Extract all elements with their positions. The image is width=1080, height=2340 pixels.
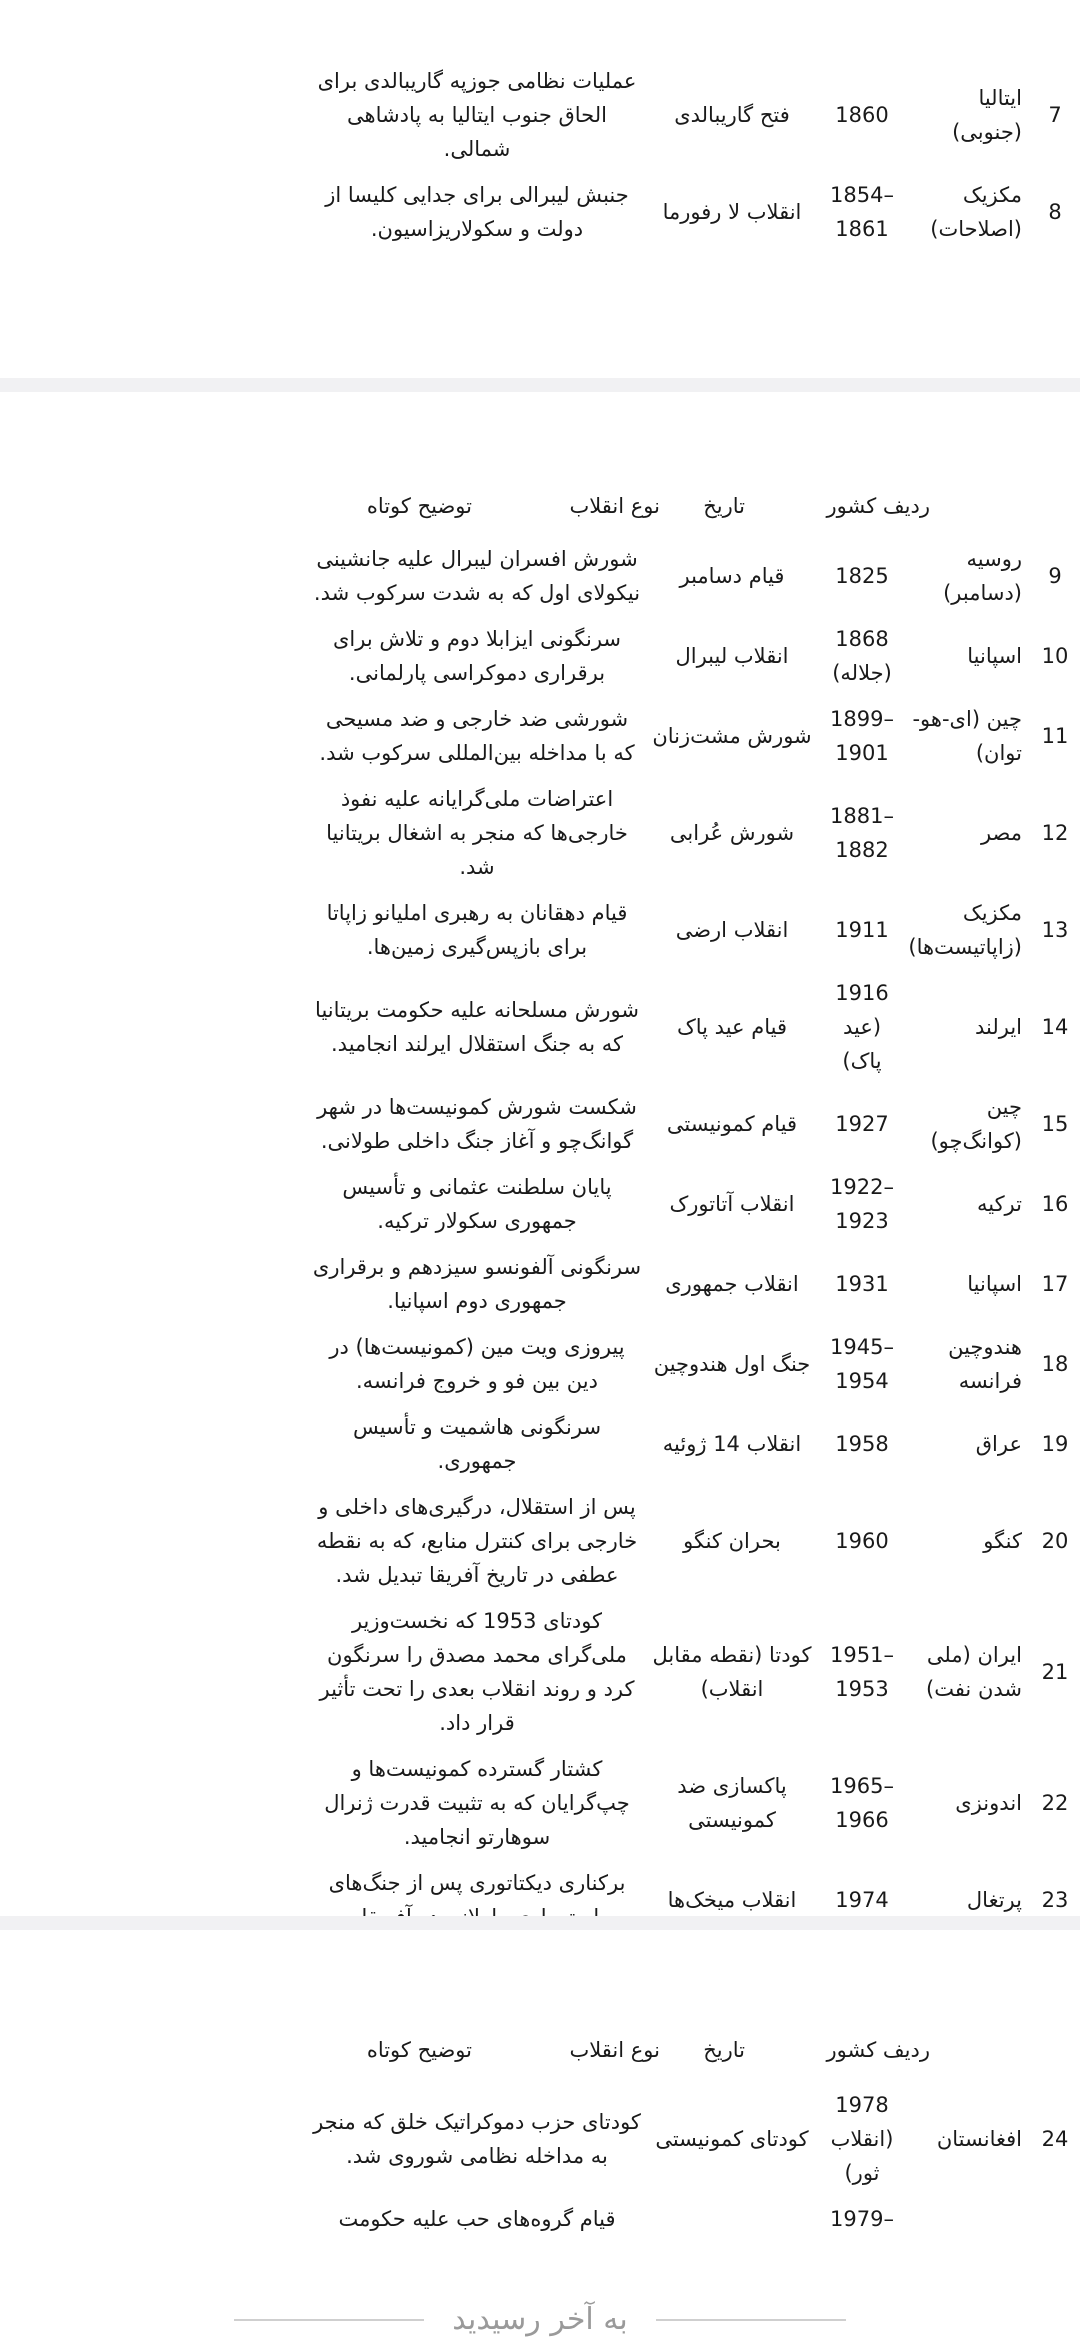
row-country: کنگو [983, 1529, 1022, 1553]
row-date: 1868 (جلاله) [832, 627, 892, 685]
row-description: کشتار گسترده کمونیست‌ها و چپ‌گرایان که به تثبیت قدرت ژنرال سوهارتو انجامید. [324, 1757, 630, 1849]
row-index: 12 [1041, 821, 1069, 845]
row-index: 8 [1048, 200, 1062, 224]
row-description: برکناری دیکتاتوری پس از جنگ‌های [328, 1871, 626, 1895]
row-date: –1965 1966 [830, 1774, 894, 1832]
row-description: شکست شورش کمونیست‌ها در شهر گوانگ‌چو و آغاز جنگ داخلی طولانی. [317, 1095, 637, 1153]
row-country: روسیه (دسامبر) [943, 547, 1022, 605]
table-row [312, 776, 1080, 890]
row-type [642, 2196, 822, 2242]
table-card-2 [0, 392, 1080, 1912]
row-index: 16 [1041, 1192, 1069, 1216]
row-type: انقلاب لیبرال [675, 644, 789, 668]
row-index: 10 [1041, 644, 1069, 668]
row-date: –1881 1882 [830, 804, 894, 862]
row-description: پس از استقلال، درگیری‌های داخلی و خارجی برای کنترل منابع، که به نقطه عطفی در تاریخ آفریقا تبدیل شد. [316, 1495, 638, 1587]
table-row [312, 1084, 1080, 1164]
row-date: 1974 [835, 1888, 889, 1912]
row-date: 1960 [835, 1529, 889, 1553]
row-description: قیام گروه‌های حب علیه حکومت [338, 2207, 616, 2231]
divider-line [656, 2319, 846, 2321]
row-country: مصر [980, 821, 1022, 845]
row-description: جنبش لیبرالی برای جدایی کلیسا از دولت و سکولاریزاسیون. [325, 183, 629, 241]
row-type: جنگ اول هندوچین [653, 1352, 811, 1376]
row-description: سرنگونی هاشمیت و تأسیس جمهوری. [352, 1415, 602, 1473]
row-date: –1899 1901 [830, 707, 894, 765]
row-description: شورش مسلحانه علیه حکومت بریتانیا که به جنگ استقلال ایرلند انجامید. [315, 998, 639, 1056]
row-description: شورش افسران لیبرال علیه جانشینی نیکولای اول که به شدت سرکوب شد. [313, 547, 641, 605]
row-description: شورشی ضد خارجی و ضد مسیحی که با مداخله بین‌المللی سرکوب شد. [319, 707, 635, 765]
row-index: 20 [1041, 1529, 1069, 1553]
row-country: افغانستان [936, 2127, 1022, 2151]
row-date: 1927 [835, 1112, 889, 1136]
row-index: 9 [1048, 564, 1062, 588]
row-type: پاکسازی ضد کمونیستی [677, 1774, 787, 1832]
row-description: سرنگونی آلفونسو سیزدهم و برقراری جمهوری دوم اسپانیا. [312, 1255, 642, 1313]
row-date: 1825 [835, 564, 889, 588]
row-type: انقلاب آتاتورک [669, 1192, 795, 1216]
row-description: کودتای 1953 که نخست‌وزیر ملی‌گرای محمد مصدق را سرنگون کرد و روند انقلاب بعدی را تحت تأثیر قرار داد. [319, 1609, 635, 1735]
table-card-3 [0, 1930, 1080, 2300]
row-country [902, 2196, 1030, 2242]
table-row [312, 1164, 1080, 1244]
row-country: هندوچین فرانسه [948, 1335, 1022, 1393]
row-date: 1911 [835, 918, 889, 942]
header-description: توضیح کوتاه [366, 494, 472, 518]
header-date: تاریخ [703, 494, 745, 518]
row-type: قیام دسامبر [679, 564, 785, 588]
row-country: ایران (ملی شدن نفت) [926, 1643, 1022, 1701]
row-type: بحران کنگو [683, 1529, 781, 1553]
row-date: 1860 [835, 103, 889, 127]
row-country: ایرلند [974, 1015, 1022, 1039]
row-date: 1978 (انقلاب ثور) [830, 2093, 894, 2185]
table-row [312, 1324, 1080, 1404]
row-country: اسپانیا [967, 1272, 1022, 1296]
table-row [312, 58, 1080, 172]
row-type: کودتا (نقطه مقابل انقلاب) [652, 1643, 812, 1701]
header-date: تاریخ [703, 2038, 745, 2062]
row-country: ترکیه [976, 1192, 1022, 1216]
row-description: کودتای حزب دموکراتیک خلق که منجر به مداخله نظامی شوروی شد. [313, 2110, 641, 2168]
row-type: قیام کمونیستی [666, 1112, 798, 1136]
row-type: کودتای کمونیستی [655, 2127, 809, 2151]
table-row [312, 1244, 1080, 1324]
header-row-country: ردیف کشور [826, 2038, 930, 2062]
row-country: مکزیک (زاپاتیست‌ها) [908, 901, 1022, 959]
table-row [312, 1404, 1080, 1484]
row-index: 15 [1041, 1112, 1069, 1136]
end-of-content-indicator [0, 2300, 1080, 2340]
table-row [312, 970, 1080, 1084]
table-row [312, 536, 1080, 616]
row-date: –1854 1861 [830, 183, 894, 241]
row-index: 24 [1041, 2127, 1069, 2151]
table-row [312, 1746, 1080, 1860]
row-index: 11 [1041, 724, 1069, 748]
row-index: 14 [1041, 1015, 1069, 1039]
row-description: اعتراضات ملی‌گرایانه علیه نفوذ خارجی‌ها که منجر به اشغال بریتانیا شد. [326, 787, 628, 879]
row-description: پایان سلطنت عثمانی و تأسیس جمهوری سکولار ترکیه. [342, 1175, 612, 1233]
row-description: عملیات نظامی جوزپه گاریبالدی برای الحاق جنوب ایتالیا به پادشاهی شمالی. [317, 69, 637, 161]
row-index: 18 [1041, 1352, 1069, 1376]
row-type: فتح گاریبالدی [674, 103, 790, 127]
row-date: 1916 (عید پاک) [835, 981, 889, 1073]
row-country: عراق [975, 1432, 1022, 1456]
row-type: انقلاب 14 ژوئیه [662, 1432, 802, 1456]
row-type: انقلاب ارضی [675, 918, 789, 942]
header-type: نوع انقلاب [569, 2038, 660, 2062]
row-country: پرتغال [966, 1888, 1022, 1912]
section-divider [0, 378, 1080, 392]
header-type: نوع انقلاب [569, 494, 660, 518]
row-type: انقلاب لا رفورما [662, 200, 802, 224]
row-description: قیام دهقانان به رهبری املیانو زاپاتا برای بازپس‌گیری زمین‌ها. [326, 901, 628, 959]
divider-line [234, 2319, 424, 2321]
row-index: 21 [1041, 1660, 1069, 1684]
header-row-country: ردیف کشور [826, 494, 930, 518]
row-index: 13 [1041, 918, 1069, 942]
row-index: 19 [1041, 1432, 1069, 1456]
row-date: –1945 1954 [830, 1335, 894, 1393]
row-type: شورش عُرابی [669, 821, 795, 845]
row-index: 7 [1048, 103, 1062, 127]
row-country: چین (کوانگ‌چو) [930, 1095, 1022, 1153]
table-row [312, 616, 1080, 696]
row-date: 1931 [835, 1272, 889, 1296]
row-date: –1922 1923 [830, 1175, 894, 1233]
row-description: پیروزی ویت مین (کمونیست‌ها) در دین بین فو و خروج فرانسه. [329, 1335, 625, 1393]
row-date: –1951 1953 [830, 1643, 894, 1701]
table-row [312, 1598, 1080, 1746]
row-type: انقلاب میخک‌ها [667, 1888, 797, 1912]
row-country: اندونزی [955, 1791, 1022, 1815]
section-divider [0, 1916, 1080, 1930]
row-index [1030, 2196, 1080, 2242]
revolutions-table-3 [312, 2082, 1080, 2242]
row-type: انقلاب جمهوری [665, 1272, 799, 1296]
row-type: قیام عید پاک [676, 1015, 788, 1039]
table-row [312, 696, 1080, 776]
row-country: چین (ای-هو-توان) [912, 707, 1022, 765]
row-index: 22 [1041, 1791, 1069, 1815]
row-country: ایتالیا (جنوبی) [952, 86, 1022, 144]
revolutions-table-1 [312, 58, 1080, 252]
row-date: –1979 [830, 2207, 894, 2231]
row-index: 23 [1041, 1888, 1069, 1912]
end-label: به آخر رسیدید [452, 2302, 628, 2337]
row-country: اسپانیا [967, 644, 1022, 668]
table-row [312, 1484, 1080, 1598]
row-index: 17 [1041, 1272, 1069, 1296]
row-type: شورش مشت‌زنان [652, 724, 812, 748]
row-description: سرنگونی ایزابلا دوم و تلاش برای برقراری دموکراسی پارلمانی. [332, 627, 622, 685]
table-row [312, 2082, 1080, 2196]
table-row [312, 172, 1080, 252]
table-row [312, 890, 1080, 970]
header-description: توضیح کوتاه [366, 2038, 472, 2062]
revolutions-table-2 [312, 536, 1080, 1940]
table-row [312, 2196, 1080, 2242]
row-date: 1958 [835, 1432, 889, 1456]
row-country: مکزیک (اصلاحات) [930, 183, 1022, 241]
table-card-1 [0, 0, 1080, 375]
